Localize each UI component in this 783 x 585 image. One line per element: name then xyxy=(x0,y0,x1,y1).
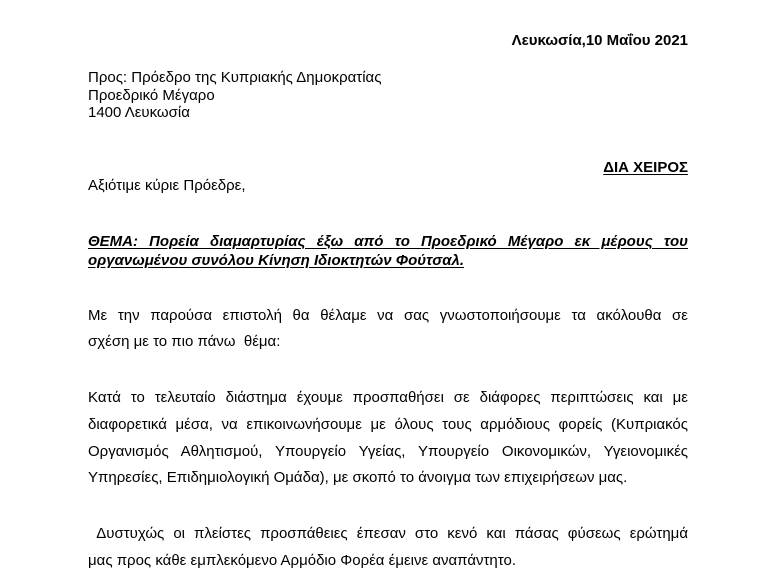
subject-line: ΘΕΜΑ: Πορεία διαμαρτυρίας έξω από το Προεδρικό Μέγαρο εκ μέρους του xyxy=(88,233,688,250)
delivery-note: ΔΙΑ ΧΕΙΡΟΣ xyxy=(603,159,688,176)
paragraph-line: Υπηρεσίες, Επιδημιολογική Ομάδα), με σκοπό το άνοιγμα των επιχειρήσεων μας. xyxy=(88,469,628,486)
paragraph-line: διαφορετικά μέσα, να επικοινωνήσουμε με όλους τους αρμόδιους φορείς (Κυπριακός xyxy=(88,416,688,433)
recipient-line: Προς: Πρόεδρο της Κυπριακής Δημοκρατίας xyxy=(88,69,382,86)
subject-line: οργανωμένου συνόλου Κίνηση Ιδιοκτητών Φούτσαλ. xyxy=(88,252,465,269)
paragraph-line: Με την παρούσα επιστολή θα θέλαμε να σας γνωστοποιήσουμε τα ακόλουθα σε xyxy=(88,307,688,324)
recipient-address-line: Προεδρικό Μέγαρο xyxy=(88,87,215,104)
paragraph-line: Οργανισμός Αθλητισμού, Υπουργείο Υγείας, Υπουργείο Οικονομικών, Υγειονομικές xyxy=(88,443,688,460)
salutation: Αξιότιμε κύριε Πρόεδρε, xyxy=(88,177,246,194)
recipient-city-line: 1400 Λευκωσία xyxy=(88,104,190,121)
paragraph-line: Δυστυχώς οι πλείστες προσπάθειες έπεσαν στο κενό και πάσας φύσεως ερώτημά xyxy=(88,525,688,542)
paragraph-line: Κατά το τελευταίο διάστημα έχουμε προσπαθήσει σε διάφορες περιπτώσεις και με xyxy=(88,389,688,406)
place-and-date: Λευκωσία,10 Μαΐου 2021 xyxy=(511,32,688,49)
paragraph-line: μας προς κάθε εμπλεκόμενο Αρμόδιο Φορέα έμεινε αναπάντητο. xyxy=(88,552,516,569)
paragraph-line: σχέση με το πιο πάνω θέμα: xyxy=(88,333,281,350)
